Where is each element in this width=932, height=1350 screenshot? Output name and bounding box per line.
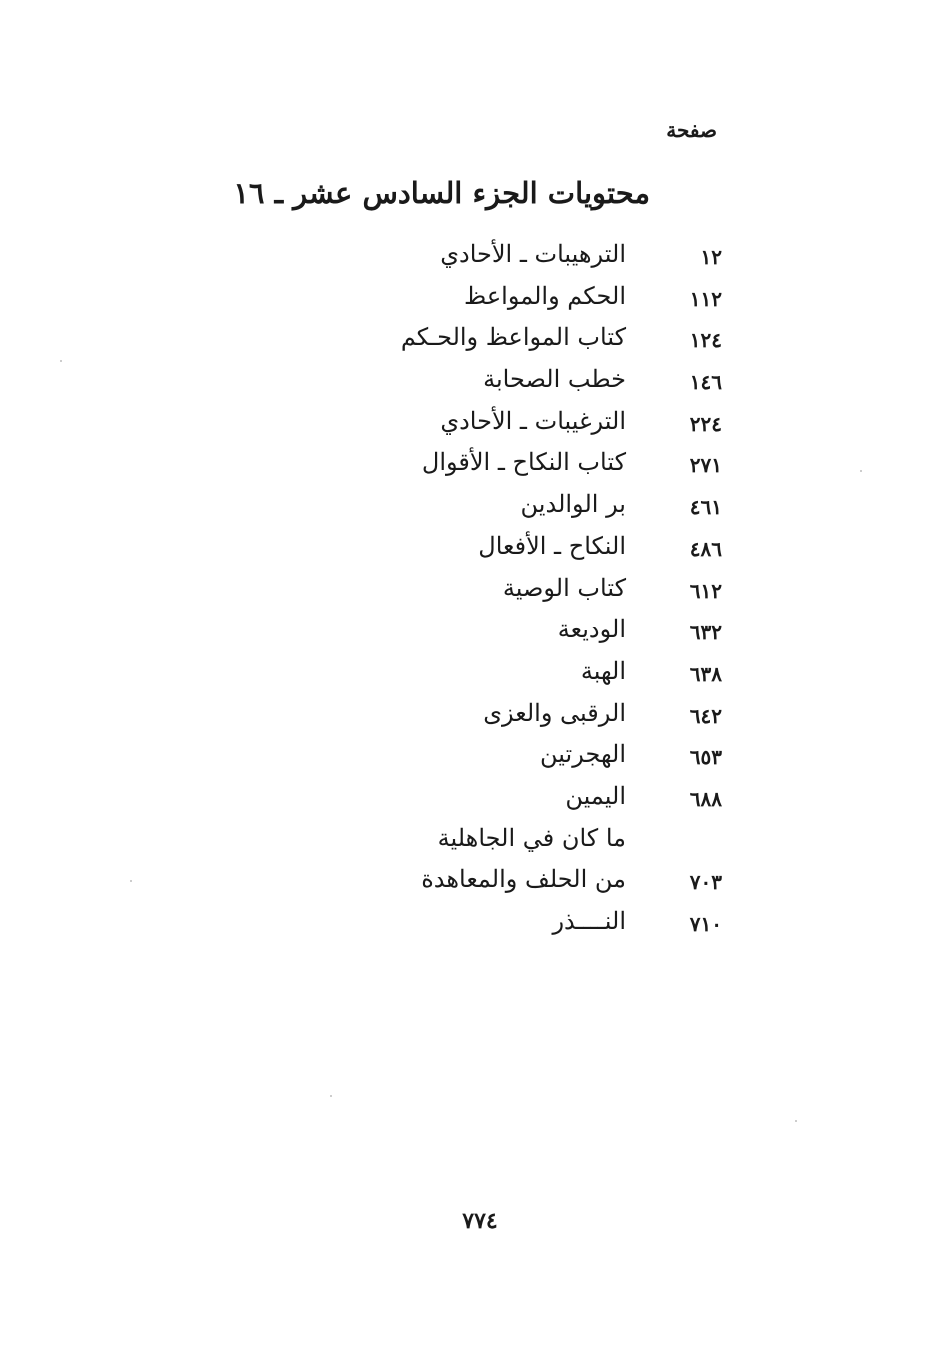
toc-entry	[0, 736, 932, 778]
toc-entry-title: الهجرتين	[540, 740, 626, 769]
toc-entry-title: كتاب الوصية	[502, 573, 626, 602]
toc-entry	[0, 903, 932, 945]
toc-entry-title: الترغيبات ـ الأحادي	[440, 406, 626, 435]
toc-page-number: ٢٢٤	[689, 411, 722, 436]
toc-page-number: ١٤٦	[689, 370, 722, 395]
toc-entry	[0, 570, 932, 612]
toc-page-number: ١١٢	[689, 286, 722, 311]
toc-entry	[0, 528, 932, 570]
toc-entry	[0, 611, 932, 653]
toc-entry-title: الترهيبات ـ الأحادي	[440, 240, 626, 268]
page-number: ٧٧٤	[462, 1208, 498, 1234]
scan-speck	[60, 360, 62, 362]
toc-entry-title: الوديعة	[557, 615, 626, 644]
toc-entry	[0, 403, 932, 445]
scan-speck	[130, 880, 132, 882]
toc-page-number: ٦٣٢	[689, 620, 722, 645]
toc-entry	[0, 444, 932, 486]
toc-entry-title: كتاب المواعظ والحـكم	[400, 323, 626, 352]
toc-entry	[0, 236, 932, 278]
toc-entry	[0, 820, 932, 862]
toc-page-number: ١٢٤	[689, 328, 722, 353]
toc-entry	[0, 486, 932, 528]
toc-page-number: ٦١٢	[689, 578, 722, 603]
toc-page-number: ٧٠٣	[689, 870, 722, 895]
toc-entry	[0, 695, 932, 737]
toc-entry-title: كتاب النكاح ـ الأقوال	[421, 448, 626, 477]
contents-title: محتويات الجزء السادس عشر ـ ١٦	[233, 176, 650, 210]
toc-entry	[0, 778, 932, 820]
toc-page-number: ٧١٠	[689, 912, 722, 936]
toc-page-number: ٦٤٢	[689, 703, 722, 728]
toc-entry	[0, 278, 932, 320]
toc-page-number: ٤٦١	[689, 495, 722, 520]
toc-entry	[0, 861, 932, 903]
toc-page-number: ٤٨٦	[689, 536, 722, 561]
toc-page-number: ١٢	[700, 245, 722, 269]
toc-page-number: ٦٥٣	[689, 745, 722, 770]
toc-entry-title: الرقبى والعزى	[483, 698, 626, 727]
toc-entry-title: خطب الصحابة	[483, 365, 626, 394]
scan-speck	[795, 1120, 797, 1122]
toc-page-number: ٦٣٨	[689, 661, 722, 686]
scan-speck	[860, 470, 862, 472]
toc-entry	[0, 361, 932, 403]
toc-entry-title: اليمين	[565, 781, 626, 810]
toc-entry-title: ما كان في الجاهلية	[437, 823, 626, 852]
toc-entry-title: النــــذر	[552, 907, 626, 935]
table-of-contents	[0, 236, 932, 945]
scan-speck	[330, 1095, 332, 1097]
toc-entry-title: النكاح ـ الأفعال	[478, 531, 626, 560]
toc-entry-title: من الحلف والمعاهدة	[421, 865, 626, 894]
toc-entry	[0, 653, 932, 695]
toc-page-number: ٢٧١	[689, 453, 722, 478]
toc-entry	[0, 319, 932, 361]
toc-entry-title: الهبة	[580, 656, 626, 685]
toc-page-number: ٦٨٨	[689, 786, 722, 811]
toc-entry-title: الحكم والمواعظ	[464, 281, 626, 310]
page-column-label: صفحة	[666, 118, 717, 142]
toc-entry-title: بر الوالدين	[520, 490, 626, 519]
